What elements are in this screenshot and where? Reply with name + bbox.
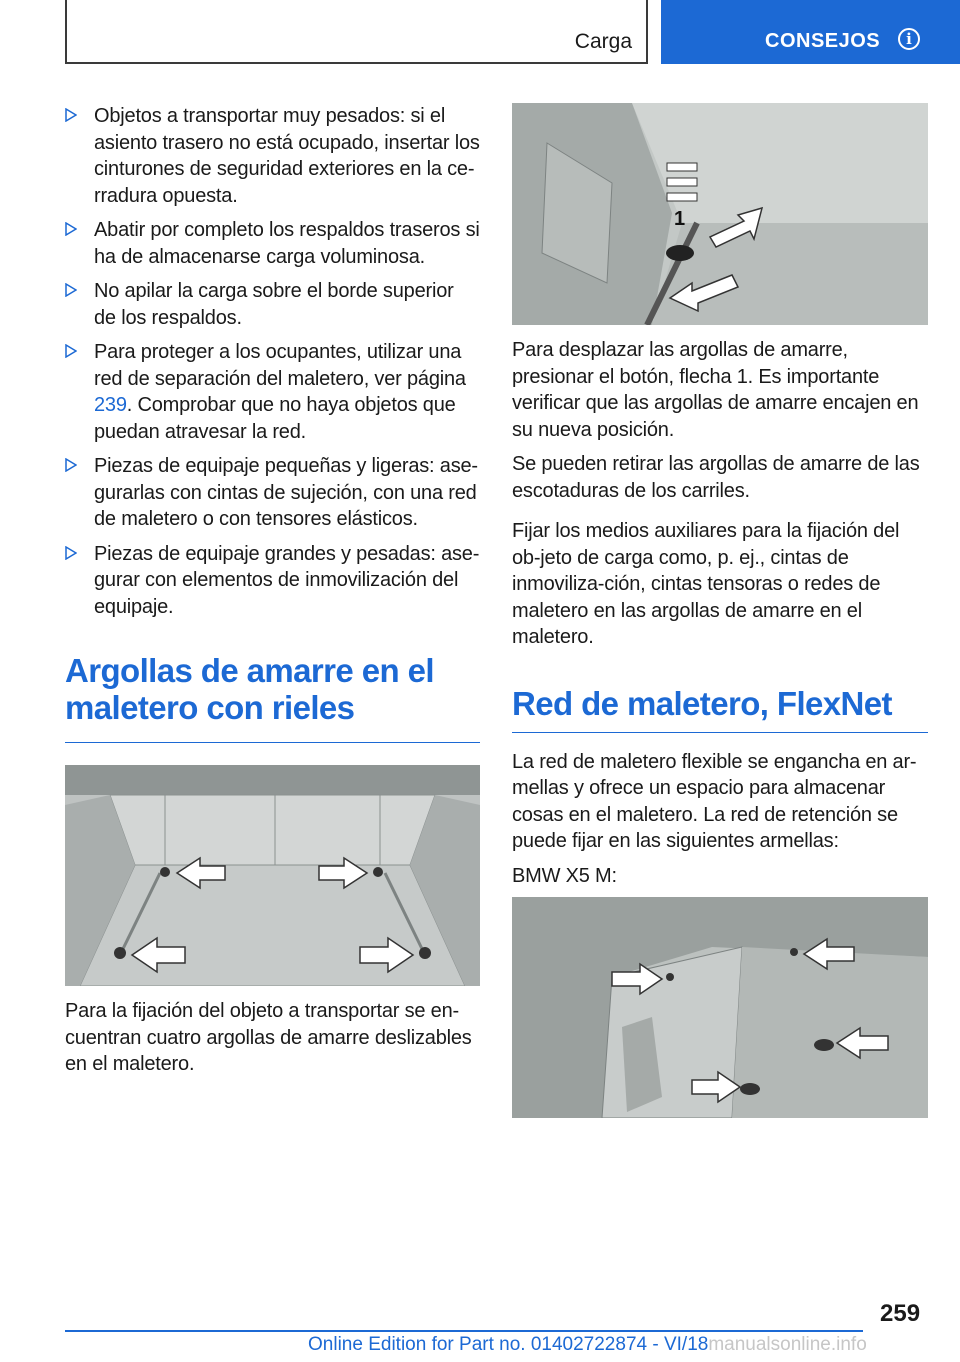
header-section-box xyxy=(65,0,648,64)
paragraph-remove-eyes: Se pueden retirar las argollas de amarre de las escotaduras de los carriles. xyxy=(512,453,920,502)
triangle-bullet-icon xyxy=(65,458,77,472)
triangle-bullet-icon xyxy=(65,283,77,297)
figure-caption: Para la fijación del objeto a transportar se en‐cuentran cuatro argollas de amarre deslizables en el maletero. xyxy=(65,1000,472,1075)
list-item xyxy=(65,217,480,270)
bullet-text: Piezas de equipaje pequeñas y ligeras: ase‐gurarlas con cintas de sujeción, con una red de maletero o con tensores elásticos. xyxy=(94,455,478,530)
page-link-239[interactable]: 239 xyxy=(94,394,127,416)
bullet-text: Abatir por completo los respaldos traseros si ha de almacenarse carga voluminosa. xyxy=(94,219,480,268)
list-item xyxy=(65,278,480,331)
paragraph-model: BMW X5 M: xyxy=(512,864,617,887)
triangle-bullet-icon xyxy=(65,222,77,236)
page-number: 259 xyxy=(880,1300,921,1327)
list-item xyxy=(65,541,480,621)
footer-watermark: manualsonline.info xyxy=(708,1334,867,1355)
list-item xyxy=(65,103,480,209)
bullet-text-before: Para proteger a los ocupantes, utilizar una red de separación del maletero, ver página xyxy=(94,341,466,390)
figure-flexnet-hooks xyxy=(512,897,928,1118)
paragraph-fasten-aids: Fijar los medios auxiliares para la fijación del ob‐jeto de carga como, p. ej., cintas de inmoviliza‐ción, cintas tensoras o redes de maletero en las argollas de amarre en el maletero. xyxy=(512,520,900,648)
footer-edition-text: Online Edition for Part no. 01402722874 - VI/18 xyxy=(308,1334,709,1355)
triangle-bullet-icon xyxy=(65,108,77,122)
right-column xyxy=(512,103,928,1118)
footer-rule xyxy=(65,1330,863,1332)
bullet-text: Objetos a transportar muy pesados: si el asiento trasero no está ocupado, insertar los cinturones de seguridad exteriores en la ce‐rradura opuesta. xyxy=(94,105,480,207)
figure-callout-1: 1 xyxy=(674,208,686,230)
paragraph-flexnet: La red de maletero flexible se engancha en ar‐mellas y ofrece un espacio para almacenar cosas en el maletero. La red de retención se puede fijar en las siguientes armellas: xyxy=(512,750,917,852)
figure-trunk-four-lashing-eyes xyxy=(65,765,480,986)
bullet-text: No apilar la carga sobre el borde superior de los respaldos. xyxy=(94,280,454,329)
bullet-text-after: . Comprobar que no haya objetos que puedan atravesar la red. xyxy=(94,394,456,443)
info-icon: i xyxy=(898,28,920,50)
heading-flexnet: Red de maletero, FlexNet xyxy=(512,685,928,733)
heading-argollas: Argollas de amarre en el maletero con rieles xyxy=(65,652,480,743)
left-column xyxy=(65,103,480,1086)
header-section-title: Carga xyxy=(574,30,632,53)
paragraph-press-button: Para desplazar las argollas de amarre, presionar el botón, flecha 1. Es importante verificar que las argollas de amarre encajen en su nueva posición. xyxy=(512,339,919,441)
figure-rail-button xyxy=(512,103,928,325)
footer-edition xyxy=(308,1334,867,1356)
bullet-text: Piezas de equipaje grandes y pesadas: ase‐gurar con elementos de inmovilización del equipaje. xyxy=(94,542,480,618)
triangle-bullet-icon xyxy=(65,344,77,358)
triangle-bullet-icon xyxy=(65,546,77,560)
tab-consejos[interactable] xyxy=(661,0,960,64)
list-item xyxy=(65,453,480,533)
list-item xyxy=(65,339,480,445)
bullet-list xyxy=(65,103,480,620)
tab-consejos-label: CONSEJOS xyxy=(765,30,881,52)
